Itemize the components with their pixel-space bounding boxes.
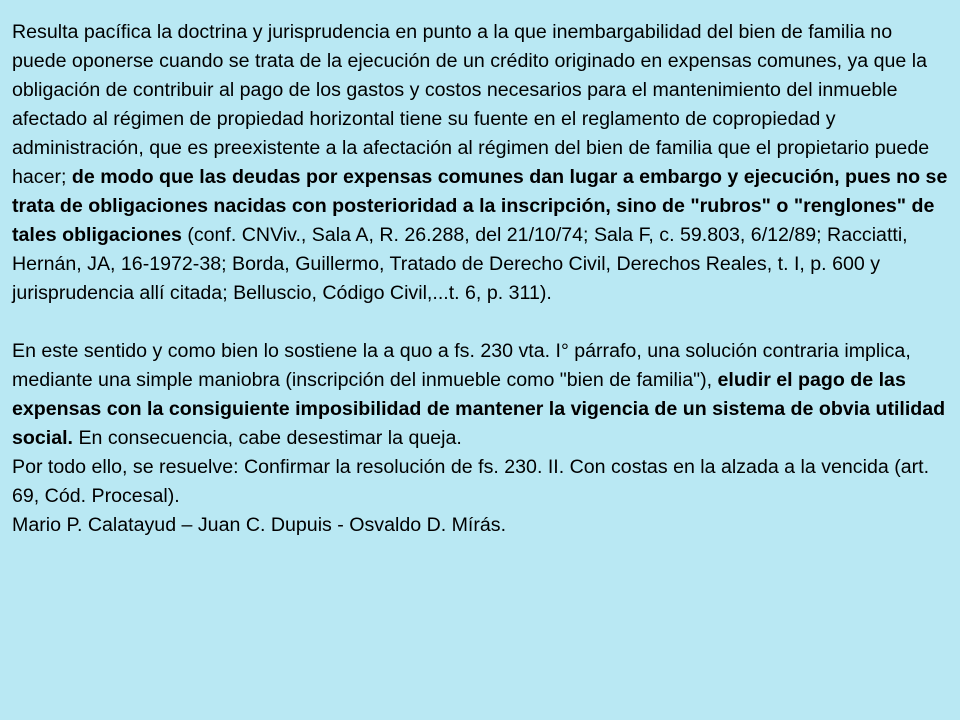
paragraph-doctrine (12, 18, 952, 308)
signatures: Mario P. Calatayud – Juan C. Dupuis - Osvaldo D. Mírás. (12, 514, 507, 536)
paragraph-reasoning (12, 337, 952, 453)
paragraph-spacer (12, 308, 952, 337)
paragraph-resolution: Por todo ello, se resuelve: Confirmar la resolución de fs. 230. II. Con costas en la alzada a la vencida (art. 69, Cód. Procesal). (12, 456, 930, 507)
document-body (12, 18, 952, 540)
paragraph-reasoning-intro: En este sentido y como bien lo sostiene la a quo a fs. 230 vta. I° párrafo, una solución contraria implica, mediante una simple maniobra (inscripción del inmueble como "bien de familia"), (12, 340, 911, 391)
paragraph-doctrine-intro: Resulta pacífica la doctrina y jurisprudencia en punto a la que inembargabilidad del bien de familia no puede oponerse cuando se trata de la ejecución de un crédito originado en expensas comunes, ya que la obligación de contribuir al pago de los gastos y costos necesarios para el mantenimiento del inmueble afectado al régimen de propiedad horizontal tiene su fuente en el reglamento de copropiedad y administración, que es preexistente a la afectación al régimen del bien de familia que el propietario puede hacer; (12, 21, 930, 188)
paragraph-doctrine-emphasis: de modo que las deudas por expensas comunes dan lugar a embargo y ejecución, pues no se trata de obligaciones nacidas con posterioridad a la inscripción, sino de "rubros" o "renglones" de tales obligaciones (12, 166, 948, 246)
paragraph-reasoning-conclusion: En consecuencia, cabe desestimar la queja. (73, 427, 462, 449)
paragraph-doctrine-citations: (conf. CNViv., Sala A, R. 26.288, del 21/10/74; Sala F, c. 59.803, 6/12/89; Racciatti, Hernán, JA, 16-1972-38; Borda, Guillermo, Tratado de Derecho Civil, Derechos Reales, t. I, p. 600 y jurisprudencia allí citada; Belluscio, Código Civil,...t. 6, p. 311). (12, 224, 908, 304)
paragraph-reasoning-emphasis: eludir el pago de las expensas con la consiguiente imposibilidad de mantener la vigencia de un sistema de obvia utilidad social. (12, 369, 946, 449)
